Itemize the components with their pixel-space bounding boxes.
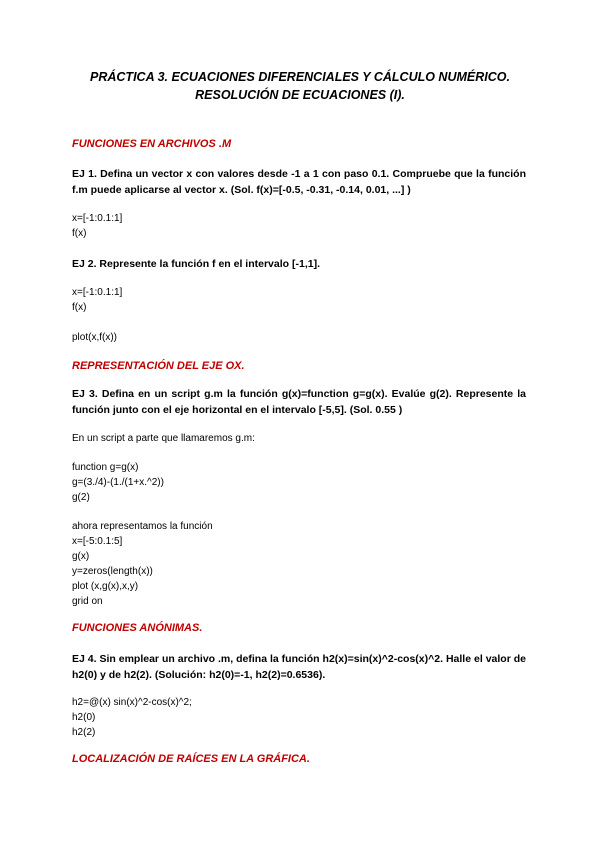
- code-line: grid on: [72, 596, 103, 607]
- section-heading-anonymous: FUNCIONES ANÓNIMAS.: [72, 622, 203, 634]
- exercise-2: EJ 2. Represente la función f en el intervalo [-1,1].: [72, 258, 320, 270]
- code-line: x=[-1:0.1:1]: [72, 213, 123, 224]
- ej2-code: [72, 285, 122, 315]
- code-line: f(x): [72, 302, 87, 313]
- code-line: ahora representamos la función: [72, 521, 213, 532]
- code-line: x=[-5:0.1:5]: [72, 536, 123, 547]
- code-line: g(2): [72, 492, 90, 503]
- code-line: h2(0): [72, 712, 96, 723]
- section-heading-files: FUNCIONES EN ARCHIVOS .M: [72, 138, 232, 150]
- title-line-1: PRÁCTICA 3. ECUACIONES DIFERENCIALES Y CÁLCULO NUMÉRICO.: [90, 70, 510, 84]
- code-line: g(x): [72, 551, 90, 562]
- code-line: x=[-1:0.1:1]: [72, 287, 123, 298]
- ej3-intro: En un script a parte que llamaremos g.m:: [72, 433, 255, 444]
- ej1-code: [72, 211, 122, 241]
- ej2-plot-line: plot(x,f(x)): [72, 332, 117, 343]
- section-heading-roots: LOCALIZACIÓN DE RAÍCES EN LA GRÁFICA.: [72, 753, 310, 765]
- code-line: y=zeros(length(x)): [72, 566, 153, 577]
- page-title: [60, 68, 540, 104]
- code-line: plot (x,g(x),x,y): [72, 581, 139, 592]
- code-line: h2(2): [72, 727, 96, 738]
- code-line: h2=@(x) sin(x)^2-cos(x)^2;: [72, 697, 192, 708]
- exercise-4: EJ 4. Sin emplear un archivo .m, defina la función h2(x)=sin(x)^2-cos(x)^2. Halle el valor de h2(0) y de h2(2). (Solución: h2(0)=-1, h2(2)=0.6536).: [72, 653, 526, 681]
- ej3-code-1: [72, 460, 164, 505]
- title-line-2: RESOLUCIÓN DE ECUACIONES (I).: [195, 88, 405, 102]
- code-line: function g=g(x): [72, 462, 139, 473]
- ej3-code-2: [72, 519, 213, 609]
- code-line: g=(3./4)-(1./(1+x.^2)): [72, 477, 164, 488]
- section-heading-ox-axis: REPRESENTACIÓN DEL EJE OX.: [72, 360, 245, 372]
- ej4-code: [72, 695, 192, 740]
- exercise-3: EJ 3. Defina en un script g.m la función g(x)=function g=g(x). Evalúe g(2). Represente la función junto con el eje horizontal en el intervalo [-5,5]. (Sol. 0.55 ): [72, 388, 526, 416]
- code-line: f(x): [72, 228, 87, 239]
- exercise-1: EJ 1. Defina un vector x con valores desde -1 a 1 con paso 0.1. Compruebe que la función f.m puede aplicarse al vector x. (Sol. f(x)=[-0.5, -0.31, -0.14, 0.01, ...] ): [72, 168, 526, 196]
